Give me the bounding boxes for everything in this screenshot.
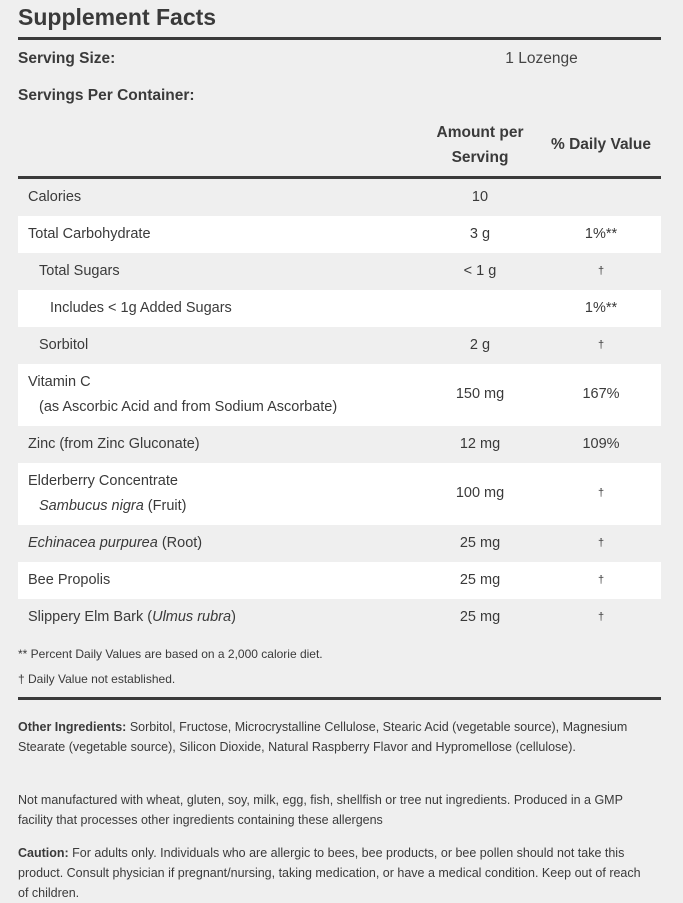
nutrient-amount: < 1 g — [463, 263, 497, 279]
part-name: ) — [231, 609, 236, 625]
nutrient-name — [28, 531, 202, 556]
footnote-not-established: † Daily Value not established. — [18, 672, 176, 686]
table-row — [18, 562, 661, 599]
caution-statement — [18, 843, 648, 903]
amount-per-serving-header — [420, 120, 540, 170]
footer-rule — [18, 697, 661, 700]
part-name: (Fruit) — [143, 498, 187, 514]
latin-name: Echinacea purpurea — [28, 535, 158, 551]
caution-text: For adults only. Individuals who are allergic to bees, bee products, or bee pollen should not take this product. Consult physician if pregnant/nursing, taking medication, or have a medical condition. Keep out of reach of children. — [18, 846, 641, 900]
nutrient-daily-value: 109% — [582, 436, 620, 452]
table-row — [18, 253, 661, 290]
nutrient-daily-value: 1%** — [584, 226, 618, 242]
latin-name: Sambucus nigra — [39, 498, 144, 514]
footnote-daily-values: ** Percent Daily Values are based on a 2,000 calorie diet. — [18, 647, 323, 661]
other-ingredients-label: Other Ingredients: — [18, 720, 127, 734]
nutrient-name: Vitamin C — [28, 374, 91, 390]
table-row — [18, 216, 661, 253]
nutrient-name: Elderberry Concentrate — [28, 473, 178, 489]
common-name: Slippery Elm Bark ( — [28, 609, 153, 625]
table-row — [18, 179, 661, 216]
nutrient-daily-value: 1%** — [584, 300, 618, 316]
title-rule — [18, 37, 661, 40]
nutrient-amount: 2 g — [469, 337, 491, 353]
table-row — [18, 463, 661, 525]
other-ingredients-text: Sorbitol, Fructose, Microcrystalline Cellulose, Stearic Acid (vegetable source), Magnesium Stearate (vegetable source), Silicon Dioxide, Natural Raspberry Flavor and Hypromellose (cellulose). — [18, 720, 628, 754]
nutrient-amount: 25 mg — [459, 535, 501, 551]
latin-name: Ulmus rubra — [152, 609, 232, 625]
table-row — [18, 364, 661, 426]
nutrient-amount: 10 — [471, 189, 489, 205]
nutrient-amount: 3 g — [469, 226, 491, 242]
daily-value-header: % Daily Value — [551, 136, 651, 153]
other-ingredients — [18, 717, 648, 757]
nutrient-table — [18, 179, 661, 636]
nutrient-name: Zinc (from Zinc Gluconate) — [28, 436, 200, 452]
nutrient-amount: 150 mg — [455, 386, 505, 402]
table-row — [18, 290, 661, 327]
nutrient-name: Bee Propolis — [28, 572, 111, 588]
nutrient-name: Includes < 1g Added Sugars — [50, 300, 232, 316]
nutrient-name — [28, 605, 236, 630]
amount-header-line2: Serving — [451, 149, 509, 166]
nutrient-amount: 12 mg — [459, 436, 501, 452]
nutrient-name: Total Carbohydrate — [28, 226, 151, 242]
allergen-statement: Not manufactured with wheat, gluten, soy, milk, egg, fish, shellfish or tree nut ingredients. Produced in a GMP facility that processes other ingredients containing these allergens — [18, 793, 623, 827]
nutrient-name: Calories — [28, 189, 82, 205]
table-row — [18, 525, 661, 562]
table-row — [18, 426, 661, 463]
nutrient-daily-value: † — [597, 265, 605, 277]
amount-header-line1: Amount per — [436, 124, 524, 141]
nutrient-amount: 100 mg — [455, 485, 505, 501]
serving-size-value: 1 Lozenge — [505, 50, 578, 67]
nutrient-daily-value: † — [597, 611, 605, 623]
nutrient-daily-value: 167% — [582, 386, 620, 402]
serving-size-label: Serving Size: — [18, 50, 116, 67]
nutrient-daily-value: † — [597, 574, 605, 586]
caution-label: Caution: — [18, 846, 69, 860]
nutrient-amount: 25 mg — [459, 572, 501, 588]
nutrient-source — [39, 494, 186, 519]
nutrient-amount: 25 mg — [459, 609, 501, 625]
table-row — [18, 599, 661, 636]
servings-per-container-label: Servings Per Container: — [18, 87, 195, 104]
nutrient-source: (as Ascorbic Acid and from Sodium Ascorbate) — [39, 399, 338, 415]
nutrient-daily-value: † — [597, 537, 605, 549]
part-name: (Root) — [157, 535, 203, 551]
nutrient-name: Total Sugars — [39, 263, 120, 279]
panel-title: Supplement Facts — [18, 4, 217, 30]
table-row — [18, 327, 661, 364]
nutrient-name: Sorbitol — [39, 337, 89, 353]
nutrient-daily-value: † — [597, 487, 605, 499]
nutrient-daily-value: † — [597, 339, 605, 351]
